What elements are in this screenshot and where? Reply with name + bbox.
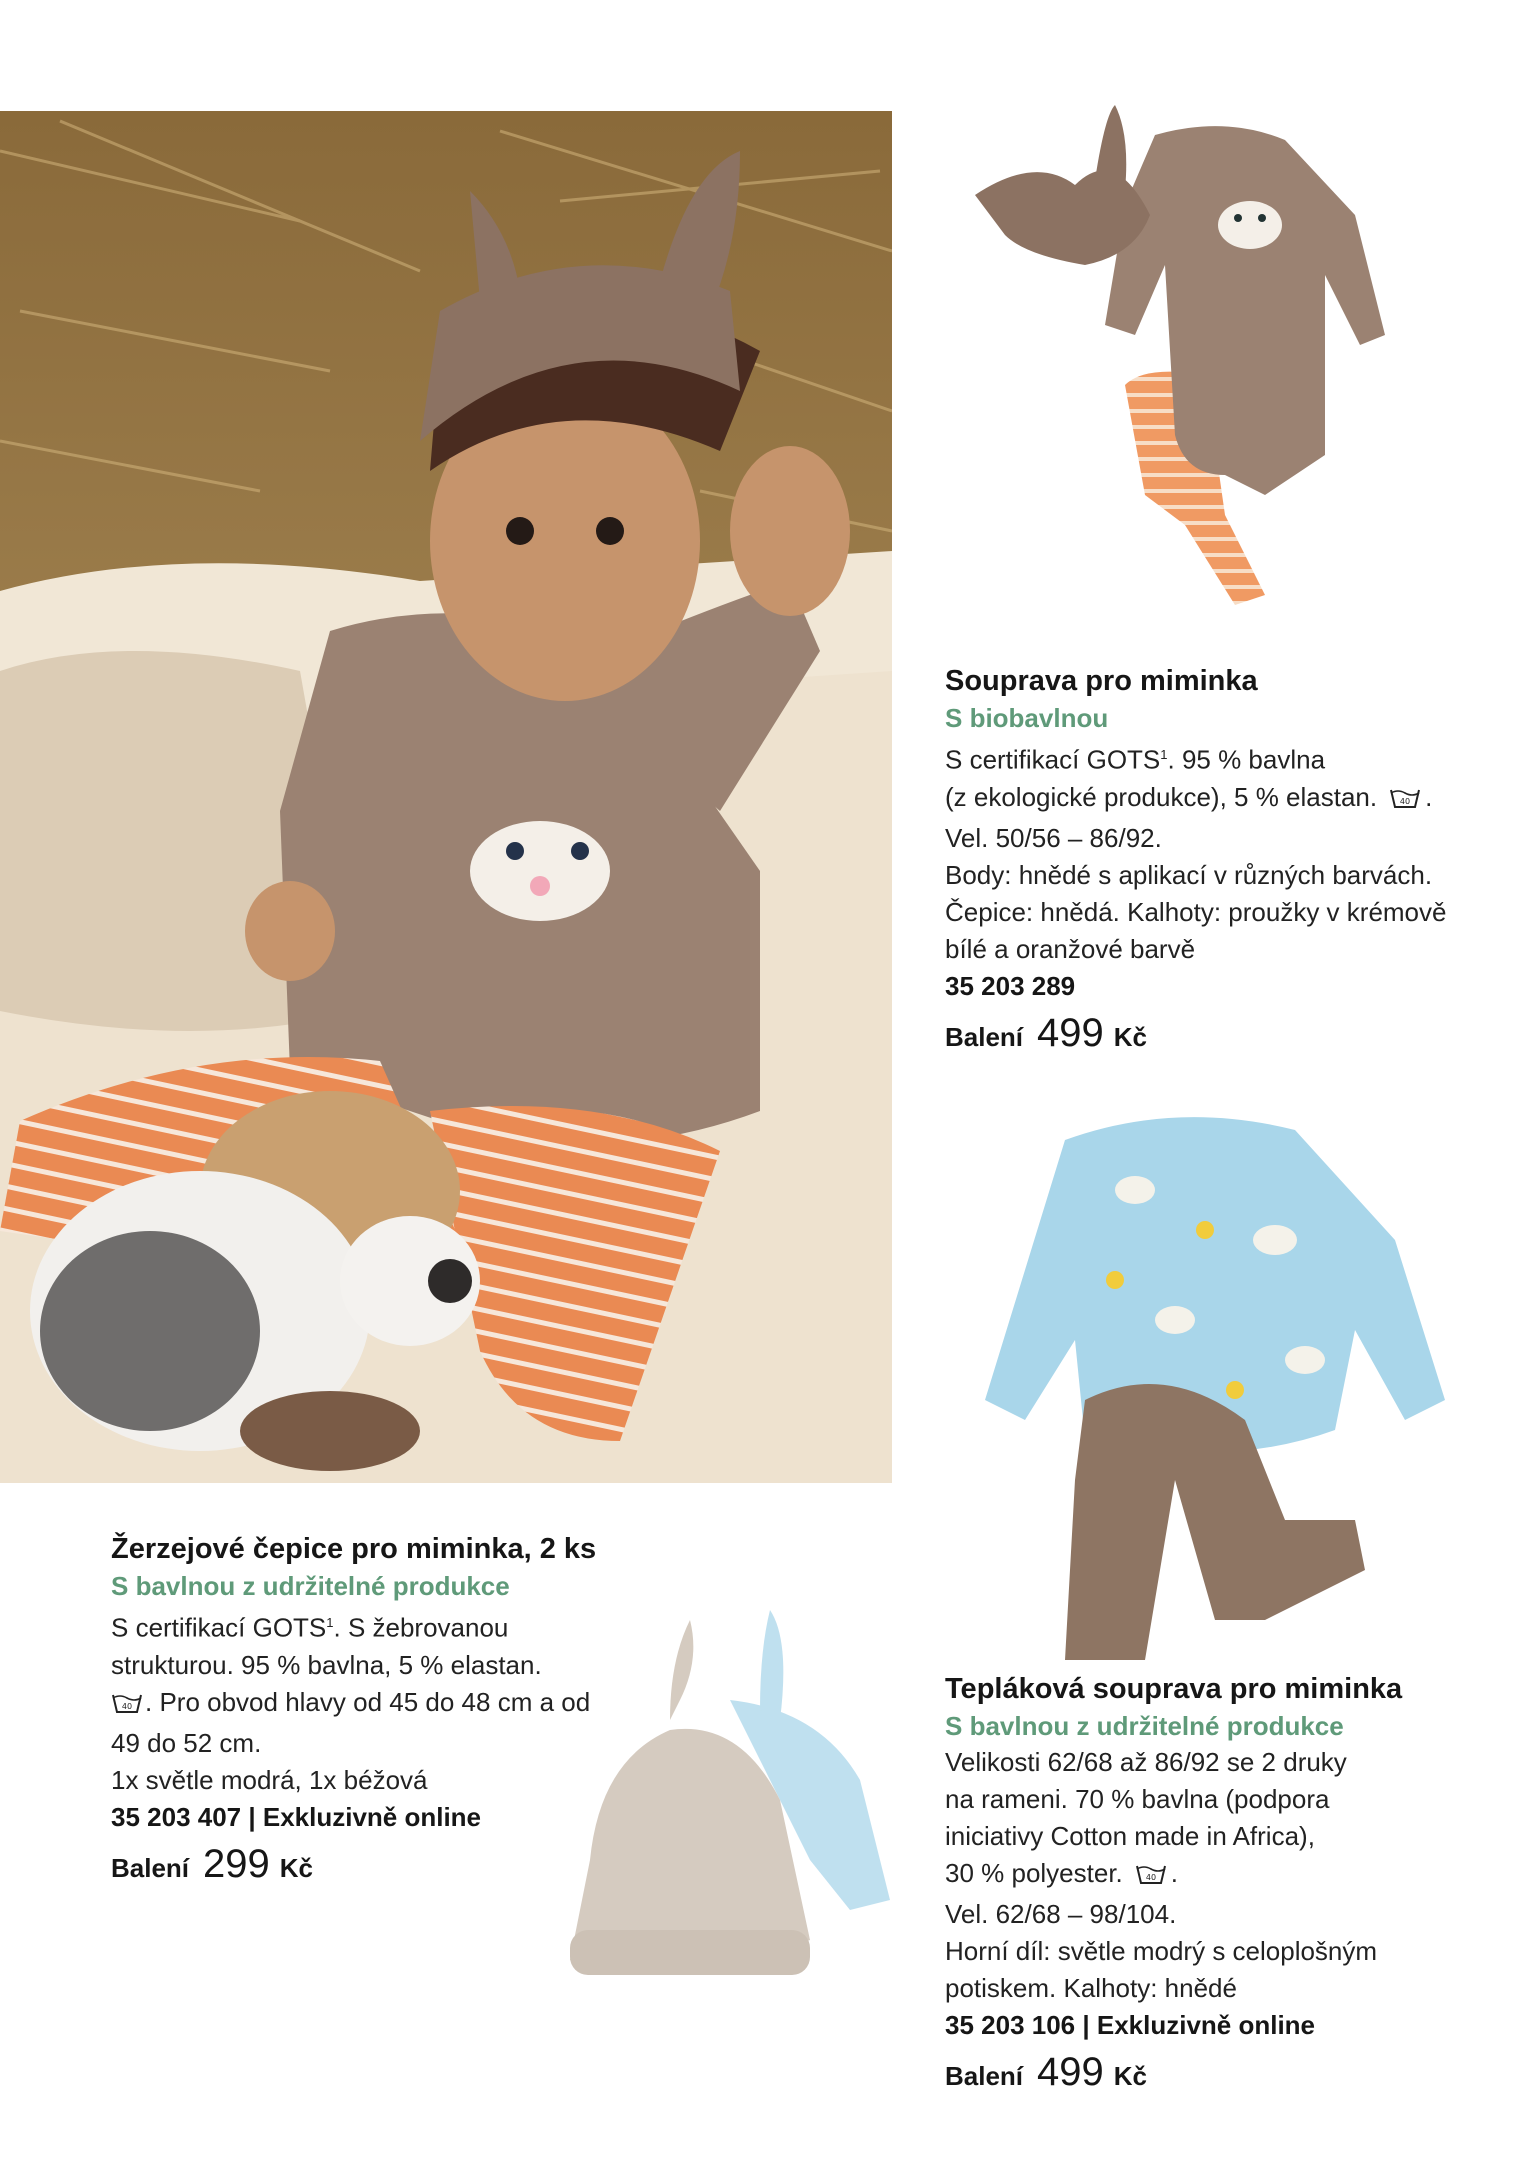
product-desc-line: 40 . Pro obvod hlavy od 45 do 48 cm a od (111, 1684, 596, 1725)
price-row (945, 1011, 1446, 1056)
price-currency: Kč (279, 1852, 314, 1883)
svg-text:40: 40 (1145, 1873, 1156, 1882)
wash-40-icon (111, 1688, 143, 1725)
price-currency: Kč (1113, 2061, 1148, 2091)
product-desc-line: 49 do 52 cm. (111, 1727, 262, 1758)
product-desc-line: bílé a oranžové barvě (945, 933, 1196, 964)
product-subtitle: S biobavlnou (945, 703, 1109, 733)
product-desc-line: S certifikací GOTS$^1$. 95 % bavlna (945, 744, 1326, 775)
product-subtitle: S bavlnou z udržitelné produkce (945, 1711, 1344, 1741)
product-desc-line: 30 % polyester. 40 . (945, 1855, 1402, 1896)
product-subtitle: S bavlnou z udržitelné produkce (111, 1571, 510, 1601)
product-desc-line: strukturou. 95 % bavlna, 5 % elastan. (111, 1649, 542, 1680)
price-value: 499 (1037, 2050, 1104, 2094)
svg-text:40: 40 (1400, 796, 1411, 806)
product-desc-line: iniciativy Cotton made in Africa), (945, 1821, 1315, 1851)
price-row (111, 1842, 596, 1887)
hero-photo (0, 111, 892, 1483)
product-desc-line: Čepice: hnědá. Kalhoty: proužky v krémově (945, 896, 1447, 927)
product-desc-line: Vel. 50/56 – 86/92. (945, 822, 1162, 853)
product-code: 35 203 407 | Exkluzivně online (111, 1801, 482, 1832)
product-code: 35 203 106 | Exkluzivně online (945, 2010, 1316, 2040)
product-image-tracksuit (975, 1100, 1455, 1660)
price-value: 499 (1037, 1010, 1104, 1055)
price-value: 299 (203, 1841, 270, 1886)
product-set-info (945, 662, 1446, 1056)
price-label: Balení (945, 1021, 1024, 1052)
product-image-hats (560, 1600, 900, 2000)
wash-40-icon (1389, 783, 1421, 820)
price-label: Balení (111, 1852, 190, 1883)
product-image-set (965, 95, 1425, 625)
product-desc-line: (z ekologické produkce), 5 % elastan. 40 . (945, 779, 1446, 820)
product-desc-line: Body: hnědé s aplikací v různých barvách. (945, 859, 1433, 890)
price-label: Balení (945, 2061, 1024, 2091)
price-row (945, 2050, 1402, 2095)
wash-40-icon (1135, 1859, 1167, 1896)
product-title: Tepláková souprava pro miminka (945, 1673, 1403, 1705)
product-code: 35 203 289 (945, 970, 1076, 1001)
product-title: Souprava pro miminka (945, 665, 1258, 697)
product-desc-line: potiskem. Kalhoty: hnědé (945, 1973, 1237, 2003)
svg-text:40: 40 (121, 1701, 133, 1711)
product-title: Žerzejové čepice pro miminka, 2 ks (111, 1533, 597, 1565)
product-desc-line: na rameni. 70 % bavlna (podpora (945, 1784, 1330, 1814)
product-hats-info (111, 1530, 596, 1887)
product-desc-line: Horní díl: světle modrý s celoplošným (945, 1936, 1378, 1966)
price-currency: Kč (1113, 1021, 1148, 1052)
product-desc-line: Velikosti 62/68 až 86/92 se 2 druky (945, 1747, 1347, 1777)
product-desc-line: S certifikací GOTS$^1$. S žebrovanou (111, 1612, 509, 1643)
product-desc-line: Vel. 62/68 – 98/104. (945, 1899, 1177, 1929)
product-desc-line: 1x světle modrá, 1x béžová (111, 1764, 428, 1795)
product-tracksuit-info (945, 1670, 1402, 2095)
